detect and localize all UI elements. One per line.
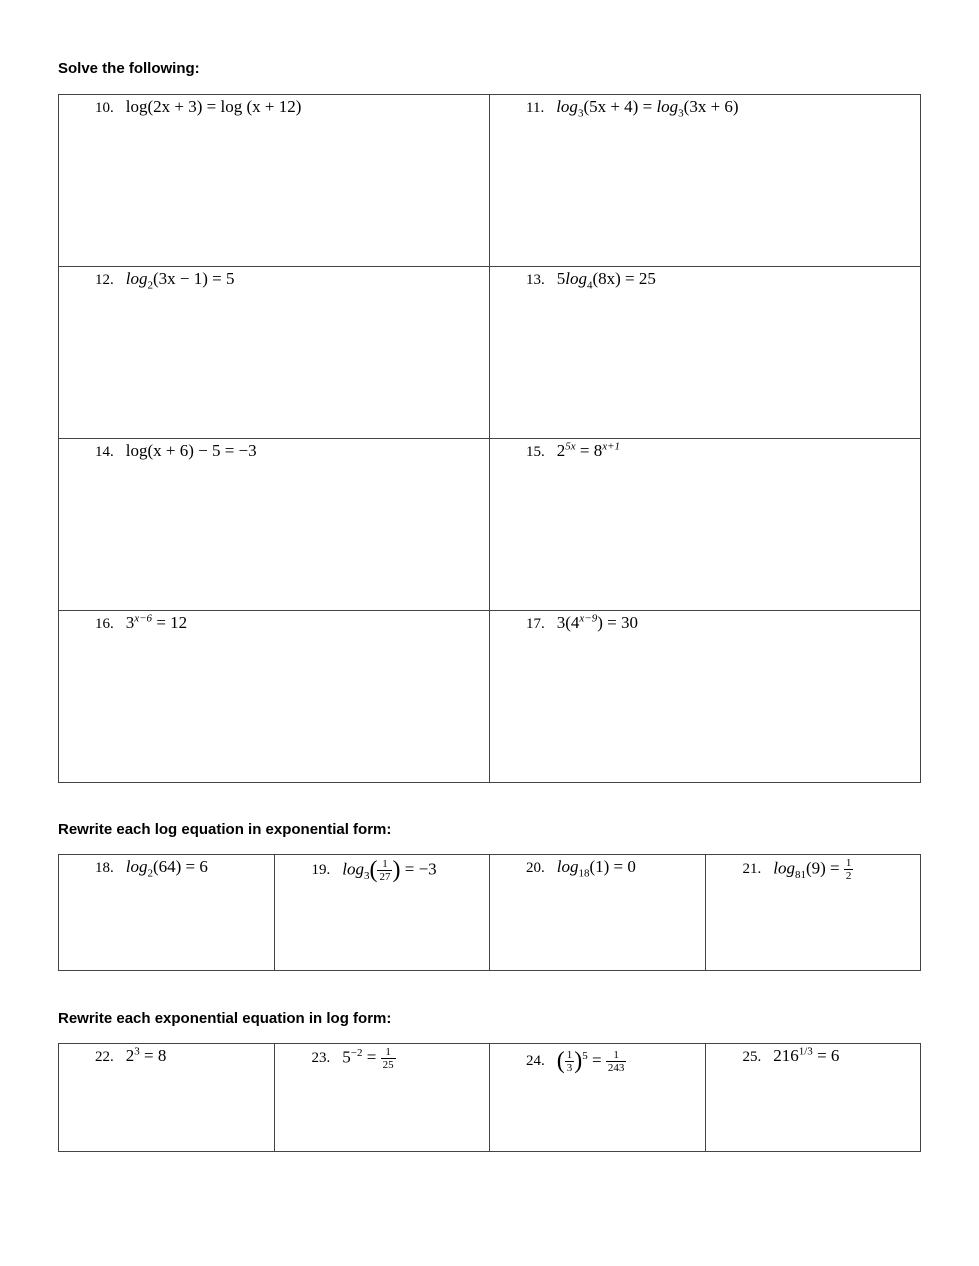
equation-part: ) = 30 [597, 613, 638, 632]
problem-number: 22. [95, 1049, 114, 1065]
log-word: log [342, 859, 364, 879]
problem-cell-23 [274, 1044, 490, 1152]
equation-part: 3(4 [556, 613, 580, 632]
equation: log(x + 6) − 5 = −3 [125, 441, 257, 460]
equation-part: (8x) = 25 [592, 269, 656, 288]
base: 8 [593, 441, 603, 460]
equation-part: = −3 [400, 859, 437, 879]
exponent: x−6 [134, 612, 153, 625]
section-heading-exp-to-log: Rewrite each exponential equation in log form: [58, 1010, 392, 1027]
problem-cell-21 [705, 855, 921, 971]
problem-number: 19. [311, 862, 331, 879]
exponent: x+1 [602, 440, 621, 453]
problem-number: 14. [95, 444, 114, 460]
fraction: $\frac{1}{27}$ [379, 858, 391, 883]
equals: = [575, 441, 594, 460]
equation-part: (3x − 1) = 5 [152, 269, 235, 288]
log-base: 2 [147, 279, 153, 292]
equation-part: (5x + 4) = [583, 97, 657, 116]
fraction: $\frac{1}{3}$ [566, 1049, 573, 1074]
problem-number: 23. [311, 1050, 331, 1067]
log-word: log [125, 857, 148, 876]
problem-number: 10. [95, 100, 114, 116]
problem-number: 21. [742, 861, 762, 878]
problem-number: 12. [95, 272, 114, 288]
problem-number: 24. [526, 1053, 545, 1070]
log-base: 18 [578, 867, 590, 880]
problem-number: 17. [526, 616, 545, 632]
problem-number: 20. [526, 860, 545, 876]
problem-cell-25 [705, 1044, 921, 1152]
problem-number: 15. [526, 444, 545, 460]
equation-part: = 12 [152, 613, 188, 632]
problem-number: 13. [526, 272, 545, 288]
problem-cell-19: 19. $\log_3$( $\frac{1}{27}$ ) = −3 [274, 855, 490, 971]
base: 2 [125, 1046, 135, 1065]
equation-part: = 6 [812, 1046, 840, 1065]
problem-cell-13 [490, 267, 921, 439]
log-base: 3 [678, 107, 684, 120]
log-word: log [565, 269, 587, 288]
equation-part: (9) = [805, 858, 844, 878]
log-base: 3 [363, 869, 370, 882]
log-word: log [656, 97, 679, 116]
coefficient: 5 [556, 269, 566, 288]
log-word: log [773, 858, 795, 878]
exponent: x−9 [579, 612, 598, 625]
equation-part: = 8 [139, 1046, 167, 1065]
solve-table [58, 94, 921, 783]
equation-part: (1) = 0 [589, 857, 636, 876]
log-base: 81 [794, 868, 806, 881]
problem-cell-18 [59, 855, 275, 971]
log-to-exp-table [58, 854, 921, 971]
base: 2 [556, 441, 566, 460]
exponent: −2 [350, 1046, 363, 1059]
log-base: 4 [586, 279, 593, 292]
log-word: log [125, 269, 148, 288]
base: 216 [773, 1046, 799, 1065]
problem-cell-16 [59, 611, 490, 783]
log-word: log [556, 857, 579, 876]
problem-number: 18. [95, 860, 114, 876]
log-base: 3 [577, 107, 584, 120]
exponent: 1/3 [798, 1045, 813, 1058]
exp-to-log-table [58, 1043, 921, 1152]
problem-cell-10 [59, 95, 490, 267]
problem-number: 25. [742, 1049, 762, 1065]
fraction: $\frac{1}{243}$ [607, 1049, 625, 1074]
problem-number: 11. [526, 100, 545, 116]
problem-cell-15 [490, 439, 921, 611]
problem-cell-20 [490, 855, 706, 971]
section-heading-solve: Solve the following: [58, 60, 200, 77]
equation: log(2x + 3) = log (x + 12) [125, 97, 302, 116]
problem-cell-14 [59, 439, 490, 611]
equation-part: (3x + 6) [683, 97, 739, 116]
problem-cell-17 [490, 611, 921, 783]
problem-cell-24: 24. ( $\frac{1}{3}$ )$^5$ = $\frac{1}{243}$ [490, 1044, 706, 1152]
log-base: 2 [147, 867, 153, 880]
problem-cell-12 [59, 267, 490, 439]
exponent: 5 [582, 1049, 588, 1062]
problem-number: 16. [95, 616, 114, 632]
equation-part: (64) = 6 [152, 857, 208, 876]
fraction: $\frac{1}{25}$ [382, 1046, 394, 1071]
exponent: 5x [565, 440, 576, 453]
base: 3 [125, 613, 135, 632]
equals: = [362, 1047, 381, 1067]
section-heading-log-to-exp: Rewrite each log equation in exponential form: [58, 821, 392, 838]
exponent: 3 [134, 1045, 140, 1058]
problem-cell-11 [490, 95, 921, 267]
fraction: $\frac{1}{2}$ [845, 857, 852, 882]
equals: = [587, 1050, 606, 1070]
base: 5 [342, 1047, 351, 1067]
log-word: log [556, 97, 578, 116]
problem-cell-22 [59, 1044, 275, 1152]
